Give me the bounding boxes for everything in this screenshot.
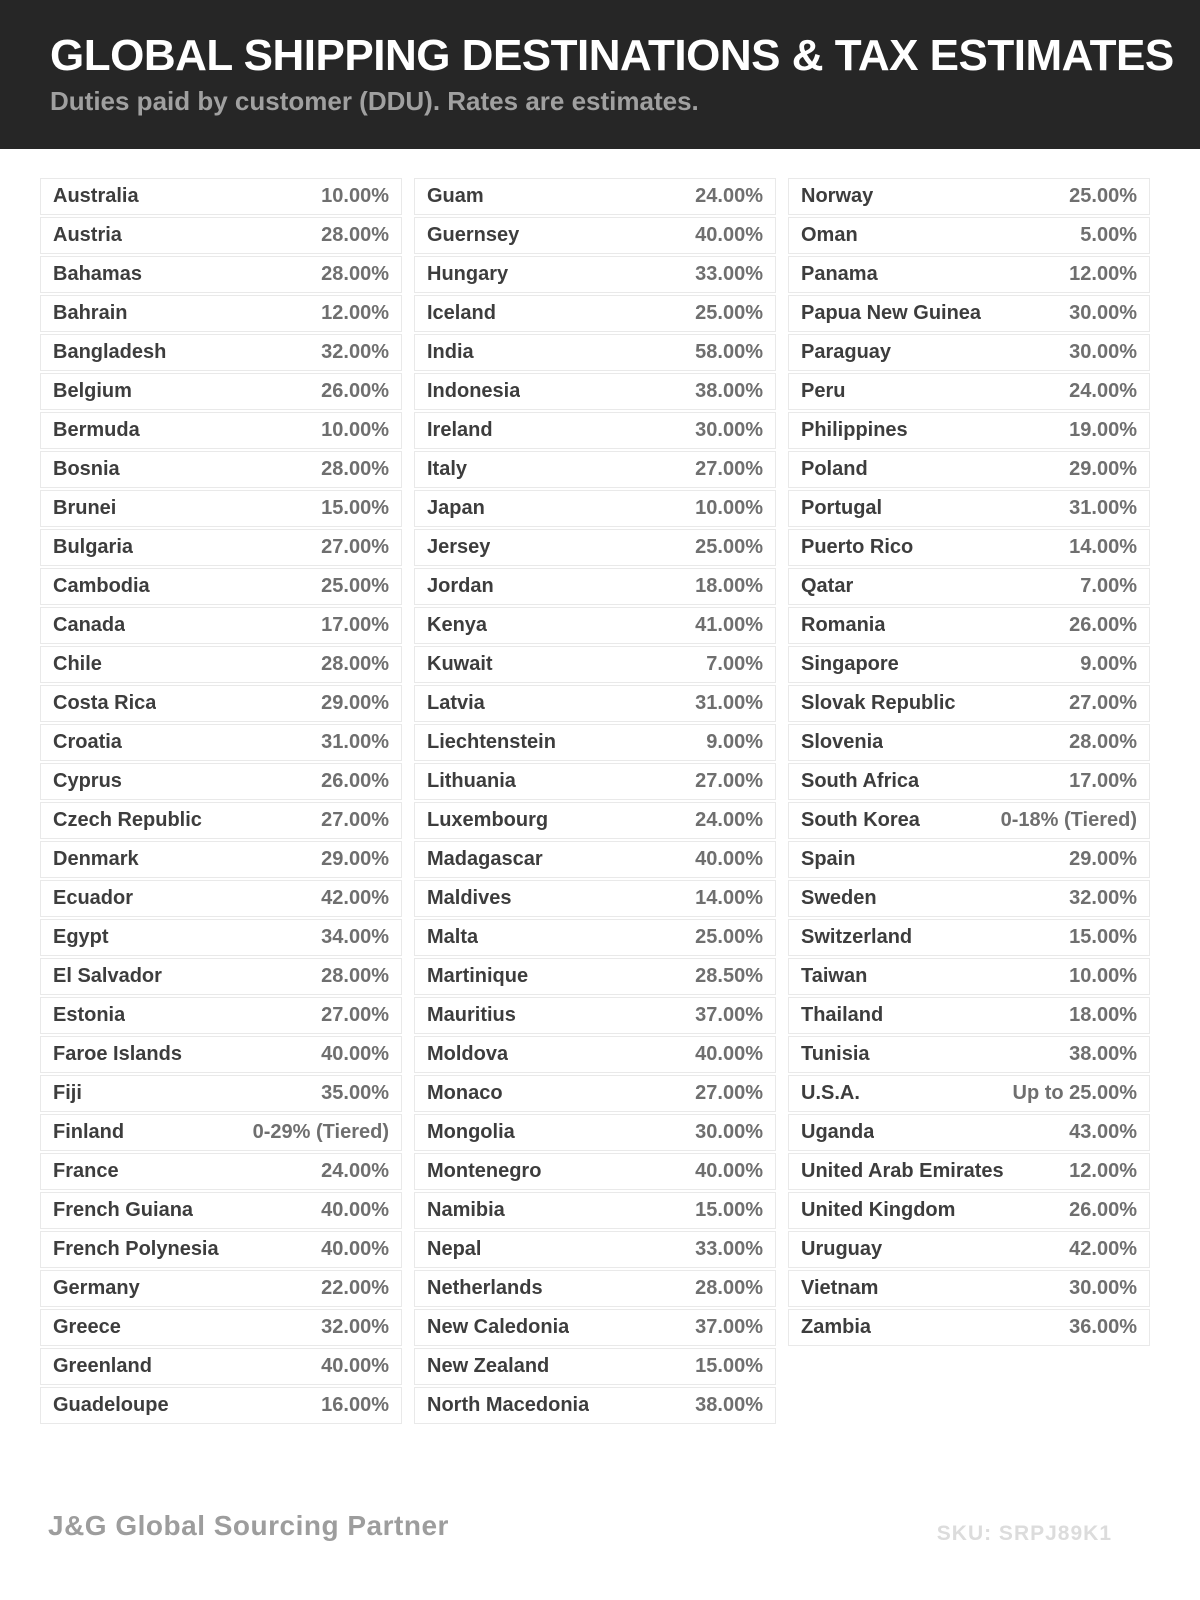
tax-rate: 27.00% [321,536,389,558]
country-name: Australia [53,185,139,207]
tax-rate: Up to 25.00% [1012,1082,1137,1104]
table-row [414,958,776,995]
country-name: Qatar [801,575,854,597]
tax-rate: 42.00% [321,887,389,909]
tax-rate: 27.00% [695,458,763,480]
country-name: New Caledonia [427,1316,570,1338]
table-row [414,490,776,527]
tax-rate: 30.00% [695,1121,763,1143]
country-name: French Guiana [53,1199,194,1221]
tax-rate: 29.00% [1069,458,1137,480]
tax-rate: 27.00% [1069,692,1137,714]
table-row [40,412,402,449]
table-row [40,607,402,644]
table-row [414,1348,776,1385]
tax-rate: 17.00% [1069,770,1137,792]
table-row [788,841,1150,878]
tax-rate: 17.00% [321,614,389,636]
tax-rate: 42.00% [1069,1238,1137,1260]
table-row [414,178,776,215]
tax-rate: 40.00% [695,848,763,870]
country-name: Bulgaria [53,536,134,558]
table-row [788,1270,1150,1307]
country-name: Cyprus [53,770,122,792]
table-row [788,1309,1150,1346]
country-name: Faroe Islands [53,1043,182,1065]
tax-rate: 40.00% [695,1043,763,1065]
table-row [788,1231,1150,1268]
country-name: Monaco [427,1082,503,1104]
table-row [788,802,1150,839]
country-name: Luxembourg [427,809,549,831]
tax-rate: 10.00% [321,185,389,207]
country-name: Poland [801,458,868,480]
table-row [40,256,402,293]
tax-rate: 26.00% [1069,1199,1137,1221]
tax-rate: 15.00% [1069,926,1137,948]
country-name: Ireland [427,419,493,441]
table-row [788,490,1150,527]
table-row [414,841,776,878]
country-name: Papua New Guinea [801,302,982,324]
table-row [414,1153,776,1190]
table-row [40,763,402,800]
tax-rate: 30.00% [1069,341,1137,363]
tax-rate: 0-18% (Tiered) [1000,809,1137,831]
country-name: France [53,1160,119,1182]
table-column-2 [414,178,776,1426]
table-row [40,373,402,410]
tax-rate: 27.00% [695,1082,763,1104]
tax-rate: 58.00% [695,341,763,363]
tax-rate: 26.00% [1069,614,1137,636]
country-name: Jersey [427,536,491,558]
tax-rate: 31.00% [321,731,389,753]
table-row [788,1153,1150,1190]
table-column-3 [788,178,1150,1426]
country-name: Thailand [801,1004,884,1026]
tax-rate: 40.00% [321,1238,389,1260]
tax-rate: 41.00% [695,614,763,636]
country-name: French Polynesia [53,1238,219,1260]
country-name: Slovak Republic [801,692,956,714]
country-name: Brunei [53,497,117,519]
tax-rate: 12.00% [321,302,389,324]
table-row [40,490,402,527]
tax-rate: 36.00% [1069,1316,1137,1338]
country-name: Peru [801,380,846,402]
country-name: Finland [53,1121,125,1143]
tax-rate: 40.00% [695,224,763,246]
country-name: Egypt [53,926,109,948]
country-name: Bangladesh [53,341,167,363]
tax-rate: 38.00% [1069,1043,1137,1065]
tax-rate: 37.00% [695,1004,763,1026]
country-name: Denmark [53,848,139,870]
country-name: Netherlands [427,1277,543,1299]
table-row [414,295,776,332]
country-name: Vietnam [801,1277,879,1299]
tax-rate: 27.00% [321,1004,389,1026]
tax-rate: 30.00% [1069,1277,1137,1299]
header-banner [0,0,1200,149]
tax-rate: 35.00% [321,1082,389,1104]
table-row [788,1114,1150,1151]
tax-rate: 15.00% [695,1199,763,1221]
page-subtitle: Duties paid by customer (DDU). Rates are estimates. [50,86,699,117]
tax-rate: 30.00% [1069,302,1137,324]
tax-rate: 28.00% [695,1277,763,1299]
table-row [414,724,776,761]
country-name: Kuwait [427,653,493,675]
table-row [788,724,1150,761]
country-name: Bermuda [53,419,140,441]
country-name: Norway [801,185,874,207]
tax-rate: 24.00% [321,1160,389,1182]
tax-rate: 5.00% [1080,224,1137,246]
tax-rate: 14.00% [695,887,763,909]
table-row [788,607,1150,644]
country-name: United Kingdom [801,1199,956,1221]
country-name: Madagascar [427,848,543,870]
country-name: Malta [427,926,479,948]
tax-rate: 26.00% [321,380,389,402]
country-name: South Africa [801,770,920,792]
table-row [414,1075,776,1112]
table-row [788,1075,1150,1112]
table-row [788,451,1150,488]
tax-rate-table [40,178,1150,1426]
country-name: New Zealand [427,1355,550,1377]
tax-rate: 34.00% [321,926,389,948]
tax-rate: 40.00% [321,1355,389,1377]
country-name: Uruguay [801,1238,883,1260]
country-name: India [427,341,474,363]
table-row [788,373,1150,410]
brand-name: J&G Global Sourcing Partner [48,1510,449,1541]
table-row [414,919,776,956]
table-row [788,295,1150,332]
table-row [414,802,776,839]
table-column-1 [40,178,402,1426]
country-name: Ecuador [53,887,134,909]
country-name: Jordan [427,575,494,597]
country-name: Taiwan [801,965,868,987]
country-name: Martinique [427,965,529,987]
country-name: Guernsey [427,224,520,246]
tax-rate: 15.00% [321,497,389,519]
tax-rate: 18.00% [695,575,763,597]
country-name: Hungary [427,263,509,285]
sku-label: SKU: SRPJ89K1 [936,1522,1112,1545]
country-name: Austria [53,224,122,246]
tax-rate: 25.00% [695,926,763,948]
tax-rate: 28.00% [1069,731,1137,753]
country-name: Zambia [801,1316,872,1338]
table-row [788,334,1150,371]
country-name: Iceland [427,302,496,324]
country-name: Uganda [801,1121,875,1143]
tax-rate: 10.00% [695,497,763,519]
table-row [40,1114,402,1151]
country-name: Mauritius [427,1004,516,1026]
tax-rate: 19.00% [1069,419,1137,441]
table-row [40,880,402,917]
country-name: Puerto Rico [801,536,914,558]
country-name: South Korea [801,809,920,831]
table-row [40,997,402,1034]
table-row [414,763,776,800]
table-row [414,685,776,722]
table-row [788,529,1150,566]
tax-rate: 31.00% [695,692,763,714]
tax-rate: 40.00% [695,1160,763,1182]
table-row [414,256,776,293]
tax-rate: 7.00% [1080,575,1137,597]
table-row [414,1387,776,1424]
country-name: Guadeloupe [53,1394,169,1416]
tax-rate: 22.00% [321,1277,389,1299]
table-row [414,607,776,644]
tax-rate: 28.00% [321,458,389,480]
tax-rate: 28.00% [321,224,389,246]
country-name: Liechtenstein [427,731,556,753]
country-name: Spain [801,848,856,870]
country-name: Croatia [53,731,122,753]
table-row [40,1309,402,1346]
table-row [40,919,402,956]
table-row [788,178,1150,215]
country-name: Germany [53,1277,140,1299]
table-row [414,373,776,410]
table-row [414,1231,776,1268]
country-name: El Salvador [53,965,162,987]
table-row [40,1348,402,1385]
tax-rate: 24.00% [695,809,763,831]
country-name: Montenegro [427,1160,542,1182]
tax-rate: 27.00% [695,770,763,792]
tax-rate: 29.00% [321,848,389,870]
country-name: Moldova [427,1043,509,1065]
country-name: Italy [427,458,468,480]
country-name: Greenland [53,1355,152,1377]
tax-rate: 28.00% [321,263,389,285]
country-name: Singapore [801,653,899,675]
country-name: Estonia [53,1004,126,1026]
tax-rate: 12.00% [1069,263,1137,285]
tax-rate: 18.00% [1069,1004,1137,1026]
table-row [788,646,1150,683]
tax-rate: 16.00% [321,1394,389,1416]
table-row [40,646,402,683]
table-row [414,997,776,1034]
table-row [414,217,776,254]
country-name: Belgium [53,380,132,402]
table-row [414,451,776,488]
table-row [40,685,402,722]
tax-rate: 32.00% [321,341,389,363]
country-name: Portugal [801,497,883,519]
tax-rate: 0-29% (Tiered) [252,1121,389,1143]
table-row [414,1270,776,1307]
table-row [40,217,402,254]
country-name: Switzerland [801,926,913,948]
table-row [40,802,402,839]
table-row [40,568,402,605]
tax-rate: 43.00% [1069,1121,1137,1143]
table-row [788,685,1150,722]
table-row [788,1036,1150,1073]
table-row [40,958,402,995]
table-row [414,1309,776,1346]
table-row [788,919,1150,956]
tax-rate: 38.00% [695,380,763,402]
table-row [40,1075,402,1112]
tax-rate: 15.00% [695,1355,763,1377]
country-name: Cambodia [53,575,150,597]
tax-rate: 31.00% [1069,497,1137,519]
table-row [40,724,402,761]
tax-rate: 10.00% [321,419,389,441]
country-name: Bahamas [53,263,142,285]
tax-rate: 40.00% [321,1199,389,1221]
tax-rate: 12.00% [1069,1160,1137,1182]
country-name: Paraguay [801,341,892,363]
tax-rate: 24.00% [695,185,763,207]
country-name: Mongolia [427,1121,515,1143]
country-name: Kenya [427,614,488,636]
tax-rate: 28.00% [321,965,389,987]
tax-rate: 28.00% [321,653,389,675]
country-name: Slovenia [801,731,884,753]
table-row [414,568,776,605]
table-row [414,1114,776,1151]
country-name: North Macedonia [427,1394,590,1416]
tax-rate: 9.00% [1080,653,1137,675]
tax-rate: 26.00% [321,770,389,792]
tax-rate: 25.00% [695,302,763,324]
table-row [40,451,402,488]
table-row [788,217,1150,254]
country-name: Oman [801,224,858,246]
tax-rate: 38.00% [695,1394,763,1416]
tax-rate: 25.00% [1069,185,1137,207]
table-row [414,529,776,566]
table-row [40,1270,402,1307]
country-name: Tunisia [801,1043,870,1065]
country-name: Bosnia [53,458,120,480]
tax-rate: 27.00% [321,809,389,831]
table-row [414,412,776,449]
tax-rate: 25.00% [321,575,389,597]
tax-rate: 29.00% [1069,848,1137,870]
tax-rate: 29.00% [321,692,389,714]
table-row [40,1192,402,1229]
tax-rate: 25.00% [695,536,763,558]
country-name: Chile [53,653,102,675]
table-row [40,295,402,332]
tax-rate: 33.00% [695,1238,763,1260]
country-name: Romania [801,614,886,636]
table-row [788,880,1150,917]
country-name: Panama [801,263,878,285]
country-name: Sweden [801,887,877,909]
country-name: Nepal [427,1238,482,1260]
table-row [414,334,776,371]
country-name: Greece [53,1316,121,1338]
tax-rate: 32.00% [321,1316,389,1338]
tax-rate: 33.00% [695,263,763,285]
table-row [414,646,776,683]
table-row [40,841,402,878]
tax-rate: 30.00% [695,419,763,441]
table-row [788,568,1150,605]
country-name: United Arab Emirates [801,1160,1004,1182]
table-row [788,412,1150,449]
country-name: Fiji [53,1082,82,1104]
tax-rate: 24.00% [1069,380,1137,402]
country-name: Japan [427,497,485,519]
table-row [40,334,402,371]
tax-rate: 9.00% [706,731,763,753]
country-name: Canada [53,614,126,636]
page-title: GLOBAL SHIPPING DESTINATIONS & TAX ESTIMATES [50,31,1174,80]
table-row [788,997,1150,1034]
table-row [414,1036,776,1073]
table-row [788,958,1150,995]
country-name: Lithuania [427,770,516,792]
tax-rate: 37.00% [695,1316,763,1338]
country-name: Czech Republic [53,809,202,831]
tax-rate: 28.50% [695,965,763,987]
country-name: Namibia [427,1199,505,1221]
tax-rate: 32.00% [1069,887,1137,909]
table-row [414,1192,776,1229]
table-row [414,880,776,917]
country-name: Maldives [427,887,512,909]
table-row [40,1387,402,1424]
table-row [40,1231,402,1268]
country-name: Indonesia [427,380,521,402]
table-row [788,763,1150,800]
country-name: Latvia [427,692,485,714]
table-row [788,256,1150,293]
country-name: Guam [427,185,484,207]
table-row [788,1192,1150,1229]
table-row [40,1036,402,1073]
table-row [40,529,402,566]
country-name: Costa Rica [53,692,157,714]
tax-rate: 10.00% [1069,965,1137,987]
tax-rate: 14.00% [1069,536,1137,558]
country-name: Philippines [801,419,908,441]
tax-rate: 40.00% [321,1043,389,1065]
tax-rate: 7.00% [706,653,763,675]
country-name: U.S.A. [801,1082,860,1104]
country-name: Bahrain [53,302,128,324]
table-row [40,178,402,215]
table-row [40,1153,402,1190]
